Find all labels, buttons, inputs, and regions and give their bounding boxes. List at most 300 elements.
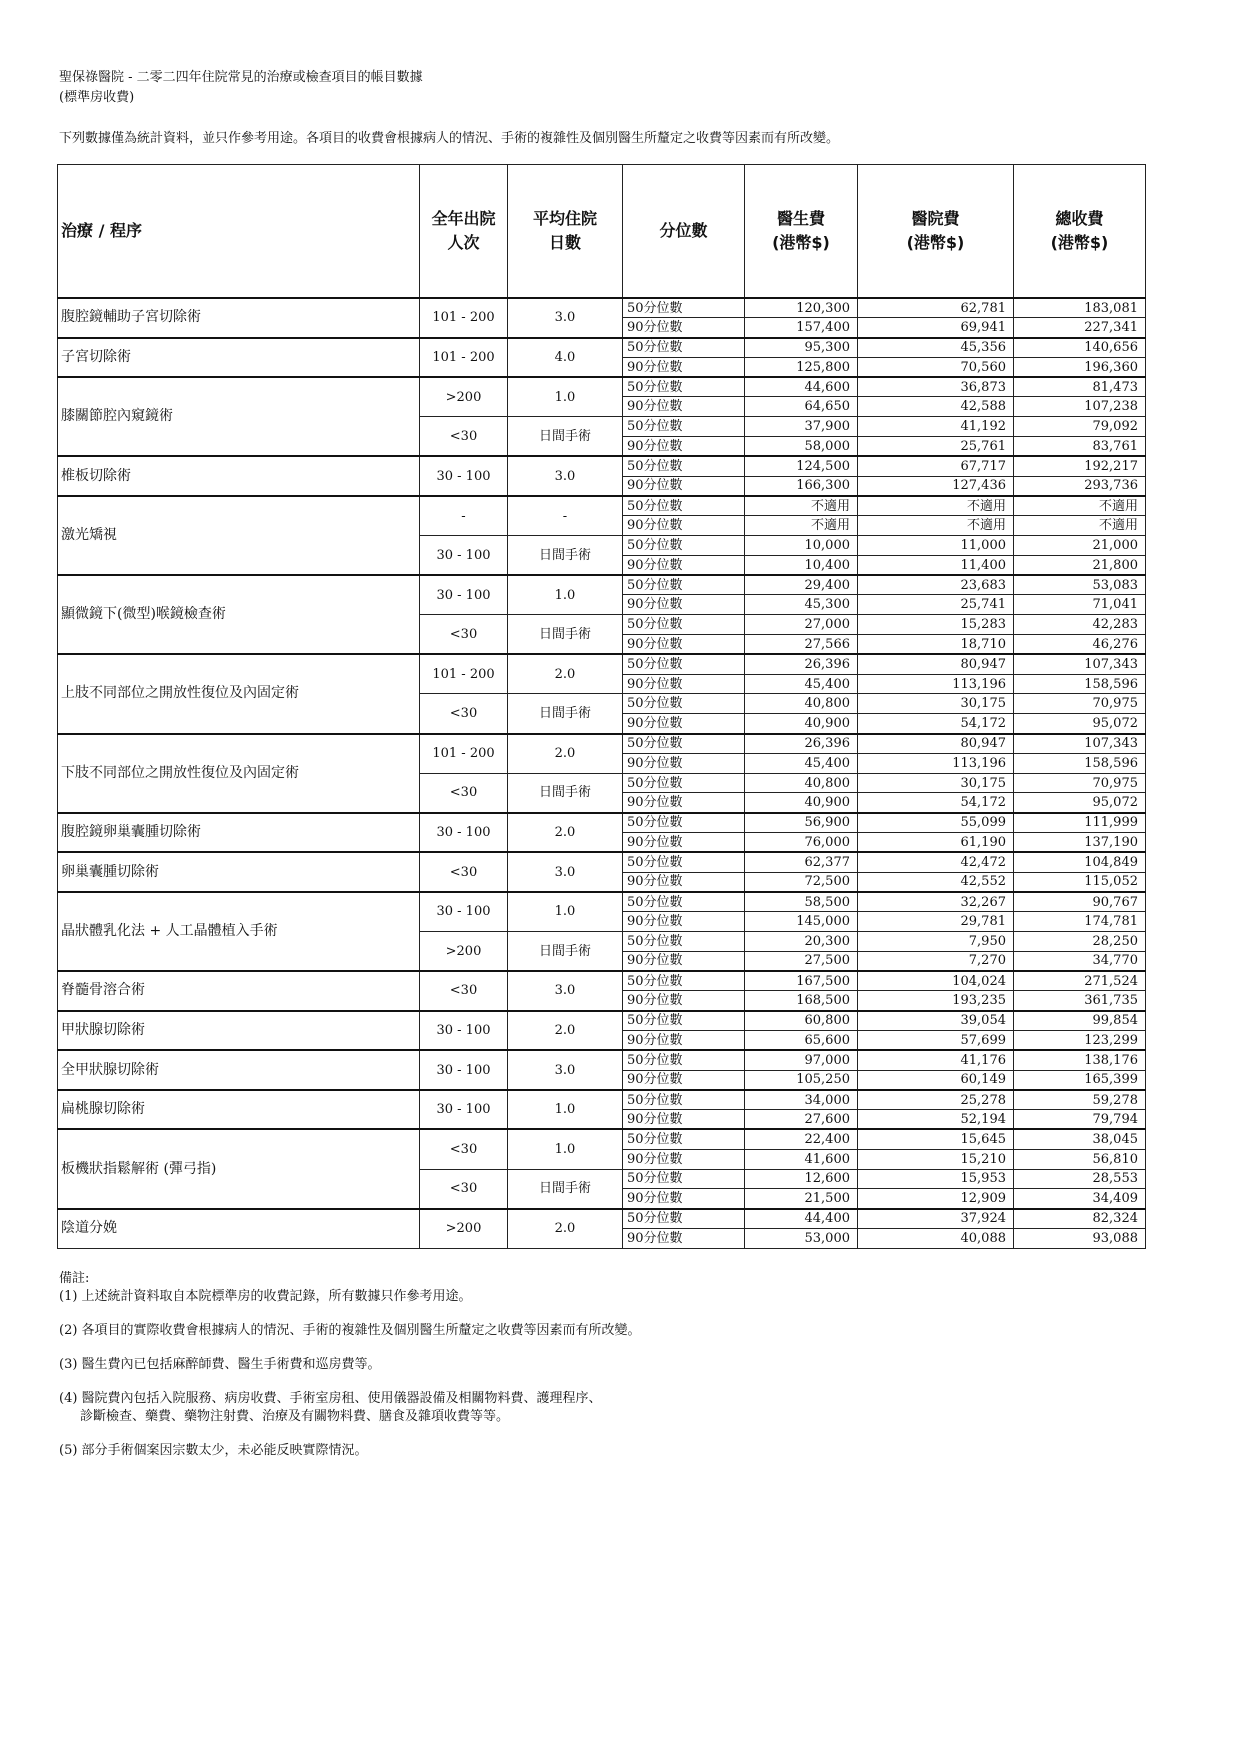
total-charge-cell: 21,000 (1014, 536, 1146, 556)
hospital-fee-cell: 25,761 (858, 437, 1014, 457)
percentile-cell: 50分位數 (623, 932, 745, 952)
percentile-cell: 50分位數 (623, 694, 745, 714)
hospital-fee-cell: 61,190 (858, 833, 1014, 853)
length-of-stay-cell: - (508, 496, 623, 536)
discharges-cell: 30 - 100 (420, 892, 508, 932)
hospital-fee-cell: 11,000 (858, 536, 1014, 556)
table-row (58, 892, 1146, 912)
procedure-name: 膝關節腔內窺鏡術 (58, 377, 420, 456)
hospital-fee-cell: 7,270 (858, 951, 1014, 971)
hospital-fee-cell: 54,172 (858, 714, 1014, 734)
percentile-cell: 90分位數 (623, 1030, 745, 1050)
doctor-fee-cell: 60,800 (745, 1011, 858, 1031)
percentile-cell: 90分位數 (623, 1070, 745, 1090)
doctor-fee-cell: 45,300 (745, 595, 858, 615)
length-of-stay-cell: 3.0 (508, 1050, 623, 1090)
hospital-fee-cell: 32,267 (858, 892, 1014, 912)
length-of-stay-cell: 日間手術 (508, 1169, 623, 1209)
hospital-fee-cell: 41,192 (858, 417, 1014, 437)
doctor-fee-cell: 27,566 (745, 635, 858, 655)
hospital-fee-cell: 45,356 (858, 338, 1014, 358)
total-charge-cell: 107,343 (1014, 734, 1146, 754)
procedure-name: 腹腔鏡卵巢囊腫切除術 (58, 813, 420, 853)
total-charge-cell: 165,399 (1014, 1070, 1146, 1090)
procedure-name: 全甲狀腺切除術 (58, 1050, 420, 1090)
header-hospital-fee (858, 165, 1014, 299)
note-5: (5) 部分手術個案因宗數太少，未必能反映實際情況。 (59, 1443, 368, 1458)
hospital-fee-cell: 15,283 (858, 615, 1014, 635)
header-los-line1: 平均住院 (532, 209, 597, 228)
doctor-fee-cell: 不適用 (745, 516, 858, 536)
doctor-fee-cell: 124,500 (745, 456, 858, 476)
total-charge-cell: 192,217 (1014, 456, 1146, 476)
hospital-fee-cell: 41,176 (858, 1050, 1014, 1070)
procedure-name: 晶狀體乳化法 + 人工晶體植入手術 (58, 892, 420, 971)
hospital-fee-cell: 15,210 (858, 1149, 1014, 1169)
hospital-fee-cell: 69,941 (858, 318, 1014, 338)
total-charge-cell: 53,083 (1014, 575, 1146, 595)
discharges-cell: <30 (420, 615, 508, 655)
hospital-fee-cell: 54,172 (858, 793, 1014, 813)
percentile-cell: 50分位數 (623, 615, 745, 635)
doctor-fee-cell: 62,377 (745, 852, 858, 872)
doctor-fee-cell: 95,300 (745, 338, 858, 358)
discharges-cell: <30 (420, 971, 508, 1011)
table-row (58, 1129, 1146, 1149)
doctor-fee-cell: 120,300 (745, 298, 858, 318)
total-charge-cell: 107,343 (1014, 654, 1146, 674)
note-1: (1) 上述統計資料取自本院標準房的收費記錄，所有數據只作參考用途。 (59, 1289, 472, 1304)
percentile-cell: 90分位數 (623, 397, 745, 417)
hospital-fee-cell: 30,175 (858, 694, 1014, 714)
length-of-stay-cell: 1.0 (508, 1090, 623, 1130)
total-charge-cell: 361,735 (1014, 991, 1146, 1011)
table-row (58, 456, 1146, 476)
discharges-cell: 30 - 100 (420, 456, 508, 496)
disclaimer-text: 下列數據僅為統計資料，並只作參考用途。各項目的收費會根據病人的情況、手術的複雜性及個別醫生所釐定之收費等因素而有所改變。 (59, 131, 840, 146)
total-charge-cell: 93,088 (1014, 1228, 1146, 1248)
length-of-stay-cell: 日間手術 (508, 417, 623, 457)
hospital-fee-cell: 62,781 (858, 298, 1014, 318)
note-2: (2) 各項目的實際收費會根據病人的情況、手術的複雜性及個別醫生所釐定之收費等因素而有所改變。 (59, 1323, 641, 1338)
percentile-cell: 90分位數 (623, 555, 745, 575)
hospital-fee-cell: 不適用 (858, 496, 1014, 516)
hospital-fee-cell: 15,645 (858, 1129, 1014, 1149)
procedure-name: 甲狀腺切除術 (58, 1011, 420, 1051)
table-row (58, 654, 1146, 674)
hospital-fee-cell: 15,953 (858, 1169, 1014, 1189)
percentile-cell: 50分位數 (623, 417, 745, 437)
total-charge-cell: 115,052 (1014, 872, 1146, 892)
length-of-stay-cell: 2.0 (508, 1209, 623, 1249)
hospital-fee-cell: 39,054 (858, 1011, 1014, 1031)
table-body (58, 298, 1146, 1248)
doctor-fee-cell: 45,400 (745, 753, 858, 773)
discharges-cell: 30 - 100 (420, 1050, 508, 1090)
procedure-name: 下肢不同部位之開放性復位及內固定術 (58, 734, 420, 813)
discharges-cell: <30 (420, 417, 508, 457)
discharges-cell: 101 - 200 (420, 734, 508, 774)
doctor-fee-cell: 40,800 (745, 694, 858, 714)
discharges-cell: 101 - 200 (420, 338, 508, 378)
doctor-fee-cell: 58,000 (745, 437, 858, 457)
length-of-stay-cell: 1.0 (508, 377, 623, 417)
doctor-fee-cell: 26,396 (745, 734, 858, 754)
percentile-cell: 50分位數 (623, 654, 745, 674)
percentile-cell: 50分位數 (623, 575, 745, 595)
header-discharges (420, 165, 508, 299)
total-charge-cell: 111,999 (1014, 813, 1146, 833)
length-of-stay-cell: 1.0 (508, 1129, 623, 1169)
doctor-fee-cell: 44,400 (745, 1209, 858, 1229)
percentile-cell: 50分位數 (623, 1090, 745, 1110)
table-row (58, 377, 1146, 397)
discharges-cell: <30 (420, 852, 508, 892)
total-charge-cell: 70,975 (1014, 773, 1146, 793)
header-total-line1: 總收費 (1055, 209, 1104, 228)
hospital-fee-cell: 80,947 (858, 734, 1014, 754)
discharges-cell: <30 (420, 694, 508, 734)
doctor-fee-cell: 10,000 (745, 536, 858, 556)
length-of-stay-cell: 日間手術 (508, 615, 623, 655)
hospital-fee-cell: 36,873 (858, 377, 1014, 397)
doctor-fee-cell: 58,500 (745, 892, 858, 912)
doctor-fee-cell: 10,400 (745, 555, 858, 575)
percentile-cell: 50分位數 (623, 1050, 745, 1070)
procedure-name: 板機狀指鬆解術 (彈弓指) (58, 1129, 420, 1208)
hospital-fee-cell: 60,149 (858, 1070, 1014, 1090)
total-charge-cell: 271,524 (1014, 971, 1146, 991)
length-of-stay-cell: 1.0 (508, 892, 623, 932)
total-charge-cell: 79,092 (1014, 417, 1146, 437)
table-row (58, 1011, 1146, 1031)
hospital-fee-cell: 12,909 (858, 1189, 1014, 1209)
discharges-cell: <30 (420, 1169, 508, 1209)
hospital-fee-cell: 11,400 (858, 555, 1014, 575)
hospital-fee-cell: 25,741 (858, 595, 1014, 615)
percentile-cell: 50分位數 (623, 298, 745, 318)
doctor-fee-cell: 37,900 (745, 417, 858, 437)
length-of-stay-cell: 3.0 (508, 456, 623, 496)
hospital-fee-cell: 80,947 (858, 654, 1014, 674)
total-charge-cell: 42,283 (1014, 615, 1146, 635)
table-row (58, 1090, 1146, 1110)
discharges-cell: 30 - 100 (420, 1011, 508, 1051)
discharges-cell: 30 - 100 (420, 536, 508, 576)
total-charge-cell: 81,473 (1014, 377, 1146, 397)
total-charge-cell: 293,736 (1014, 476, 1146, 496)
percentile-cell: 50分位數 (623, 892, 745, 912)
discharges-cell: 101 - 200 (420, 654, 508, 694)
hospital-fee-cell: 55,099 (858, 813, 1014, 833)
hospital-fee-cell: 29,781 (858, 912, 1014, 932)
total-charge-cell: 140,656 (1014, 338, 1146, 358)
procedure-name: 扁桃腺切除術 (58, 1090, 420, 1130)
total-charge-cell: 28,553 (1014, 1169, 1146, 1189)
total-charge-cell: 158,596 (1014, 753, 1146, 773)
table-row (58, 971, 1146, 991)
total-charge-cell: 90,767 (1014, 892, 1146, 912)
doctor-fee-cell: 76,000 (745, 833, 858, 853)
percentile-cell: 50分位數 (623, 1169, 745, 1189)
percentile-cell: 50分位數 (623, 338, 745, 358)
doctor-fee-cell: 166,300 (745, 476, 858, 496)
discharges-cell: <30 (420, 773, 508, 813)
doctor-fee-cell: 145,000 (745, 912, 858, 932)
percentile-cell: 50分位數 (623, 456, 745, 476)
hospital-fee-cell: 42,552 (858, 872, 1014, 892)
notes-section (59, 1270, 641, 1460)
header-doctor-fee (745, 165, 858, 299)
hospital-fee-cell: 25,278 (858, 1090, 1014, 1110)
doctor-fee-cell: 56,900 (745, 813, 858, 833)
header-los-line2: 日數 (548, 233, 581, 252)
length-of-stay-cell: 3.0 (508, 971, 623, 1011)
doctor-fee-cell: 27,500 (745, 951, 858, 971)
percentile-cell: 90分位數 (623, 833, 745, 853)
doctor-fee-cell: 64,650 (745, 397, 858, 417)
percentile-cell: 50分位數 (623, 852, 745, 872)
hospital-fee-cell: 40,088 (858, 1228, 1014, 1248)
discharges-cell: >200 (420, 1209, 508, 1249)
doctor-fee-cell: 20,300 (745, 932, 858, 952)
total-charge-cell: 83,761 (1014, 437, 1146, 457)
length-of-stay-cell: 3.0 (508, 298, 623, 338)
table-row (58, 734, 1146, 754)
header-discharges-line2: 人次 (447, 233, 480, 252)
percentile-cell: 50分位數 (623, 1209, 745, 1229)
doctor-fee-cell: 40,800 (745, 773, 858, 793)
total-charge-cell: 107,238 (1014, 397, 1146, 417)
hospital-fee-cell: 42,588 (858, 397, 1014, 417)
total-charge-cell: 28,250 (1014, 932, 1146, 952)
doctor-fee-cell: 45,400 (745, 674, 858, 694)
procedure-name: 顯微鏡下(微型)喉鏡檢查術 (58, 575, 420, 654)
total-charge-cell: 99,854 (1014, 1011, 1146, 1031)
percentile-cell: 90分位數 (623, 357, 745, 377)
hospital-fee-cell: 52,194 (858, 1110, 1014, 1130)
length-of-stay-cell: 1.0 (508, 575, 623, 615)
percentile-cell: 90分位數 (623, 476, 745, 496)
doctor-fee-cell: 125,800 (745, 357, 858, 377)
total-charge-cell: 123,299 (1014, 1030, 1146, 1050)
table-header-row (58, 165, 1146, 299)
table-row (58, 298, 1146, 318)
discharges-cell: >200 (420, 932, 508, 972)
doctor-fee-cell: 40,900 (745, 793, 858, 813)
doctor-fee-cell: 72,500 (745, 872, 858, 892)
discharges-cell: 30 - 100 (420, 1090, 508, 1130)
percentile-cell: 50分位數 (623, 734, 745, 754)
doctor-fee-cell: 22,400 (745, 1129, 858, 1149)
hospital-fee-cell: 70,560 (858, 357, 1014, 377)
length-of-stay-cell: 2.0 (508, 1011, 623, 1051)
header-percentile: 分位數 (623, 165, 745, 299)
hospital-fee-cell: 7,950 (858, 932, 1014, 952)
percentile-cell: 90分位數 (623, 1149, 745, 1169)
percentile-cell: 90分位數 (623, 753, 745, 773)
header-total-line2: (港幣$) (1050, 233, 1109, 252)
procedure-name: 卵巢囊腫切除術 (58, 852, 420, 892)
discharges-cell: 30 - 100 (420, 813, 508, 853)
doctor-fee-cell: 44,600 (745, 377, 858, 397)
total-charge-cell: 95,072 (1014, 714, 1146, 734)
procedure-name: 上肢不同部位之開放性復位及內固定術 (58, 654, 420, 733)
note-4-line2: 診斷檢查、藥費、藥物注射費、治療及有關物料費、膳食及雜項收費等等。 (80, 1409, 510, 1424)
percentile-cell: 90分位數 (623, 674, 745, 694)
total-charge-cell: 38,045 (1014, 1129, 1146, 1149)
length-of-stay-cell: 日間手術 (508, 536, 623, 576)
header-total-charge (1014, 165, 1146, 299)
total-charge-cell: 95,072 (1014, 793, 1146, 813)
total-charge-cell: 56,810 (1014, 1149, 1146, 1169)
total-charge-cell: 70,975 (1014, 694, 1146, 714)
hospital-fee-cell: 104,024 (858, 971, 1014, 991)
hospital-fee-cell: 113,196 (858, 674, 1014, 694)
hospital-fee-cell: 23,683 (858, 575, 1014, 595)
percentile-cell: 50分位數 (623, 496, 745, 516)
hospital-fee-cell: 127,436 (858, 476, 1014, 496)
header-doctor-line1: 醫生費 (776, 209, 825, 228)
doctor-fee-cell: 41,600 (745, 1149, 858, 1169)
doctor-fee-cell: 34,000 (745, 1090, 858, 1110)
discharges-cell: <30 (420, 1129, 508, 1169)
table-row (58, 575, 1146, 595)
doctor-fee-cell: 168,500 (745, 991, 858, 1011)
procedure-name: 激光矯視 (58, 496, 420, 575)
notes-heading: 備註: (59, 1271, 90, 1286)
table-row (58, 338, 1146, 358)
percentile-cell: 90分位數 (623, 793, 745, 813)
discharges-cell: 30 - 100 (420, 575, 508, 615)
table-row (58, 1209, 1146, 1229)
hospital-fee-cell: 193,235 (858, 991, 1014, 1011)
percentile-cell: 50分位數 (623, 971, 745, 991)
percentile-cell: 50分位數 (623, 1011, 745, 1031)
note-4-line1: (4) 醫院費內包括入院服務、病房收費、手術室房租、使用儀器設備及相關物料費、護理程序、 (59, 1391, 602, 1406)
doctor-fee-cell: 27,600 (745, 1110, 858, 1130)
hospital-fee-cell: 不適用 (858, 516, 1014, 536)
doctor-fee-cell: 97,000 (745, 1050, 858, 1070)
table-row (58, 1050, 1146, 1070)
percentile-cell: 90分位數 (623, 516, 745, 536)
procedure-name: 椎板切除術 (58, 456, 420, 496)
percentile-cell: 90分位數 (623, 912, 745, 932)
discharges-cell: 101 - 200 (420, 298, 508, 338)
hospital-fee-cell: 37,924 (858, 1209, 1014, 1229)
total-charge-cell: 137,190 (1014, 833, 1146, 853)
doctor-fee-cell: 21,500 (745, 1189, 858, 1209)
percentile-cell: 90分位數 (623, 1110, 745, 1130)
total-charge-cell: 227,341 (1014, 318, 1146, 338)
length-of-stay-cell: 日間手術 (508, 773, 623, 813)
hospital-fee-cell: 30,175 (858, 773, 1014, 793)
length-of-stay-cell: 2.0 (508, 813, 623, 853)
length-of-stay-cell: 2.0 (508, 734, 623, 774)
total-charge-cell: 174,781 (1014, 912, 1146, 932)
title-line-1: 聖保祿醫院 - 二零二四年住院常見的治療或檢查項目的帳目數據 (59, 70, 423, 85)
doctor-fee-cell: 26,396 (745, 654, 858, 674)
length-of-stay-cell: 2.0 (508, 654, 623, 694)
header-hospital-line1: 醫院費 (911, 209, 960, 228)
percentile-cell: 90分位數 (623, 1228, 745, 1248)
percentile-cell: 50分位數 (623, 1129, 745, 1149)
percentile-cell: 50分位數 (623, 377, 745, 397)
total-charge-cell: 34,409 (1014, 1189, 1146, 1209)
document-title (59, 68, 423, 108)
doctor-fee-cell: 27,000 (745, 615, 858, 635)
total-charge-cell: 104,849 (1014, 852, 1146, 872)
percentile-cell: 50分位數 (623, 773, 745, 793)
total-charge-cell: 196,360 (1014, 357, 1146, 377)
percentile-cell: 90分位數 (623, 1189, 745, 1209)
percentile-cell: 90分位數 (623, 437, 745, 457)
discharges-cell: >200 (420, 377, 508, 417)
note-3: (3) 醫生費內已包括麻醉師費、醫生手術費和巡房費等。 (59, 1357, 381, 1372)
length-of-stay-cell: 日間手術 (508, 932, 623, 972)
total-charge-cell: 138,176 (1014, 1050, 1146, 1070)
length-of-stay-cell: 4.0 (508, 338, 623, 378)
total-charge-cell: 不適用 (1014, 496, 1146, 516)
percentile-cell: 90分位數 (623, 951, 745, 971)
header-length-of-stay (508, 165, 623, 299)
title-line-2: (標準房收費) (59, 90, 135, 105)
total-charge-cell: 71,041 (1014, 595, 1146, 615)
hospital-fee-cell: 113,196 (858, 753, 1014, 773)
discharges-cell: - (420, 496, 508, 536)
table-row (58, 496, 1146, 516)
doctor-fee-cell: 53,000 (745, 1228, 858, 1248)
doctor-fee-cell: 不適用 (745, 496, 858, 516)
percentile-cell: 90分位數 (623, 991, 745, 1011)
header-procedure: 治療 / 程序 (58, 165, 420, 299)
doctor-fee-cell: 40,900 (745, 714, 858, 734)
doctor-fee-cell: 12,600 (745, 1169, 858, 1189)
procedure-name: 脊髓骨溶合術 (58, 971, 420, 1011)
doctor-fee-cell: 157,400 (745, 318, 858, 338)
total-charge-cell: 46,276 (1014, 635, 1146, 655)
total-charge-cell: 59,278 (1014, 1090, 1146, 1110)
total-charge-cell: 不適用 (1014, 516, 1146, 536)
doctor-fee-cell: 105,250 (745, 1070, 858, 1090)
total-charge-cell: 21,800 (1014, 555, 1146, 575)
percentile-cell: 50分位數 (623, 813, 745, 833)
percentile-cell: 50分位數 (623, 536, 745, 556)
header-hospital-line2: (港幣$) (906, 233, 965, 252)
hospital-fee-cell: 18,710 (858, 635, 1014, 655)
doctor-fee-cell: 65,600 (745, 1030, 858, 1050)
total-charge-cell: 79,794 (1014, 1110, 1146, 1130)
total-charge-cell: 82,324 (1014, 1209, 1146, 1229)
total-charge-cell: 158,596 (1014, 674, 1146, 694)
procedure-name: 腹腔鏡輔助子宮切除術 (58, 298, 420, 338)
percentile-cell: 90分位數 (623, 318, 745, 338)
total-charge-cell: 34,770 (1014, 951, 1146, 971)
length-of-stay-cell: 3.0 (508, 852, 623, 892)
procedure-name: 陰道分娩 (58, 1209, 420, 1249)
doctor-fee-cell: 29,400 (745, 575, 858, 595)
hospital-fee-cell: 67,717 (858, 456, 1014, 476)
percentile-cell: 90分位數 (623, 714, 745, 734)
length-of-stay-cell: 日間手術 (508, 694, 623, 734)
charges-table (57, 164, 1146, 1249)
procedure-name: 子宮切除術 (58, 338, 420, 378)
total-charge-cell: 183,081 (1014, 298, 1146, 318)
doctor-fee-cell: 167,500 (745, 971, 858, 991)
header-doctor-line2: (港幣$) (772, 233, 830, 252)
hospital-fee-cell: 57,699 (858, 1030, 1014, 1050)
percentile-cell: 90分位數 (623, 595, 745, 615)
